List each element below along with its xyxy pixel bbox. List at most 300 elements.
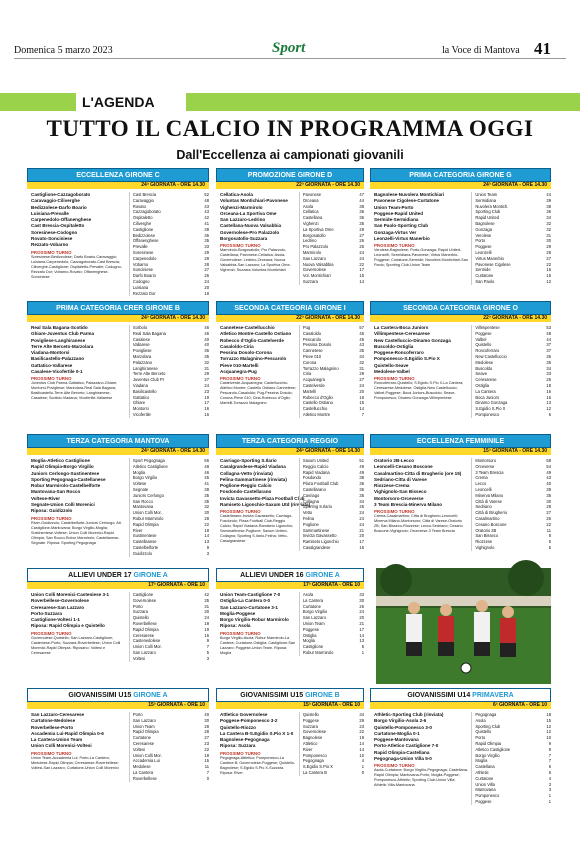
match-item: Cast Brescia-Ospitaletto: [31, 223, 85, 229]
team-points: 36: [359, 481, 364, 487]
team-points: 14: [359, 632, 364, 638]
team-name: Curtatone: [132, 735, 151, 741]
match-item: Robecco d'Oglio-Castelverde: [220, 337, 284, 343]
match-item: Juniors Cerlongo-Sustinentese: [31, 470, 100, 476]
team-name: Luisiana: [132, 284, 149, 290]
section-name: Sport: [272, 40, 306, 56]
matches-list: [374, 712, 468, 788]
box-header: [370, 301, 551, 315]
next-round-label: PROSSIMO TURNO: [31, 376, 72, 382]
team-points: 41: [204, 481, 209, 487]
match-item: Sermide-Sermidiana: [374, 217, 419, 223]
match-item: La Cantera-Boca Juniors: [374, 325, 429, 330]
next-round-label: PROSSIMO TURNO: [220, 243, 261, 249]
team-points: 27: [204, 267, 209, 273]
team-points: 40: [204, 336, 209, 342]
team-name: Guidizzolo: [132, 550, 153, 556]
team-name: Porto: [132, 603, 143, 609]
team-name: Pescarolo: [302, 336, 322, 342]
team-name: Vighignolo: [475, 544, 495, 550]
team-name: Union Team: [132, 723, 155, 729]
next-round-label: PROSSIMO TURNO: [31, 750, 72, 756]
next-round-text: Soresinese-Bedizzolese; Darfo Boario-Caravaggio; Luisiana-Carpenedolo; Cazzagoborato-Cast Brescia; Ciliverghe-Castiglione; Ospitaletto-Prevalle; Codogno-Rezzato Dor; Vobarno-Rovato; Offanenghese-Sonciniese: [31, 254, 122, 279]
team-points: 34: [546, 365, 551, 371]
team-points: 25: [359, 244, 364, 250]
team-name: Bagnolese: [475, 220, 495, 226]
match-item: Gonzaga-Virtus Ver: [374, 229, 417, 235]
team-points: 18: [204, 290, 209, 296]
team-name: Castellana: [302, 215, 323, 221]
team-points: 19: [204, 620, 209, 626]
team-points: 17: [359, 626, 364, 632]
team-points: 34: [359, 498, 364, 504]
team-name: Cesano Boscone: [475, 521, 507, 527]
standings-box: [370, 168, 551, 293]
box-header: [27, 434, 209, 448]
round-info: 15ª GIORNATA - ORE 10: [27, 702, 209, 709]
team-name: La Cantera: [132, 769, 154, 775]
next-round-label: PROSSIMO TURNO: [31, 630, 72, 636]
team-name: Governolese: [302, 267, 327, 273]
team-name: Atletico Castiglione: [132, 463, 168, 469]
box-header: [27, 168, 209, 182]
matches-list: [31, 325, 126, 401]
team-points: 40: [204, 712, 209, 717]
team-points: 24: [204, 278, 209, 284]
standings-box: [27, 568, 209, 685]
match-item: Felina-Sammartinese (rinviata): [220, 476, 287, 482]
team-name: Roverbellese: [132, 620, 157, 626]
team-name: Cavriago: [302, 492, 320, 498]
team-points: 43: [546, 475, 551, 481]
team-points: 4: [548, 775, 551, 781]
team-name: Pavonese Cigolese: [475, 261, 511, 267]
team-points: 22: [546, 521, 551, 527]
standings-table: [471, 325, 551, 418]
team-points: 26: [204, 273, 209, 279]
team-name: Dinamo Gonzaga: [475, 400, 508, 406]
team-points: 27: [204, 377, 209, 383]
match-item: Poggese-Rapid United: [374, 210, 424, 216]
standings-table: [129, 325, 209, 418]
next-round-text: Asola-Curtatone; Borgo Virgilio-Pegognaga; Castellana-Rapid Olimpia; Mantovana-Porto; Moglia-Poggese; Pomponesco-Athletic; Sporting Club-Union Villa; Athletic Villa-Mantovana: [374, 768, 469, 788]
team-points: 38: [359, 475, 364, 481]
team-points: 32: [546, 220, 551, 226]
match-item: Real Sala Bagana-Scotido: [31, 325, 88, 330]
team-name: Bedizzolese: [132, 232, 155, 238]
team-name: Asola: [302, 203, 314, 209]
team-name: Casalese: [132, 336, 150, 342]
team-name: Poggese: [475, 798, 492, 804]
team-name: Segnate: [132, 486, 149, 492]
next-round-label: PROSSIMO TURNO: [220, 630, 261, 636]
team-name: Borgosatollo: [302, 232, 326, 238]
team-name: Leonzelli: [475, 249, 492, 255]
table-row: [475, 412, 551, 418]
team-points: 27: [359, 377, 364, 383]
team-name: Porto: [475, 735, 486, 741]
team-points: 57: [359, 325, 364, 330]
box-body: [27, 589, 209, 685]
team-name: Poggese: [302, 626, 320, 632]
team-points: 42: [204, 215, 209, 221]
team-points: 56: [204, 458, 209, 463]
team-points: 11: [204, 764, 209, 770]
team-points: 42: [204, 592, 209, 597]
match-item: Viadana-Montorsi: [31, 350, 70, 356]
box-body: [27, 322, 209, 426]
team-points: 18: [546, 712, 551, 717]
team-points: 28: [546, 249, 551, 255]
table-row: [303, 412, 364, 418]
team-points: 43: [204, 209, 209, 215]
team-points: 14: [359, 406, 364, 412]
box-title: TERZA CATEGORIA REGGIO: [241, 438, 339, 445]
match-item: Fosdondo-Castellarano: [220, 489, 272, 495]
team-name: Rapid Olimpia: [132, 626, 159, 632]
team-name: Robur Marmirolo: [302, 649, 334, 655]
match-item: Rapid Olimpia-Borgo Virgilio: [31, 464, 94, 470]
match-item: Quistello-Seave: [374, 362, 409, 368]
team-name: Ghiare: [132, 400, 146, 406]
match-item: Porto-Suzzara: [31, 610, 62, 616]
box-group: GIRONE A: [305, 572, 340, 579]
team-name: Boca Juniors: [475, 394, 500, 400]
box-body: [370, 455, 551, 559]
round-info: 15ª GIORNATA - ORE 10: [216, 702, 364, 709]
team-points: 6: [548, 411, 551, 417]
box-title: ALLIEVI UNDER 16: [240, 572, 304, 579]
match-item: Porto-Atletico Castiglione 7-0: [374, 743, 439, 749]
team-points: 0: [361, 769, 364, 775]
team-name: Moglia: [132, 469, 145, 475]
standings-box: [27, 168, 209, 296]
team-points: 53: [546, 325, 551, 330]
team-points: 26: [359, 238, 364, 244]
match-item: Invicta Gavassetto-Plaza Football Club: [220, 495, 305, 501]
team-points: 28: [204, 515, 209, 521]
match-item: Bedizzolese-Darfo Boario: [31, 204, 87, 210]
team-points: 16: [546, 267, 551, 273]
header-date: Domenica 5 marzo 2023: [14, 45, 113, 56]
box-title: GIOVANISSIMI U14: [407, 692, 471, 699]
round-info: 22ª GIORNATA - ORE 14.30: [370, 315, 551, 322]
standings-box: [370, 434, 551, 559]
team-name: Cellatica: [302, 209, 319, 215]
match-item: Riposa: Suzzara: [220, 743, 256, 749]
next-round-text: Governolese-Quistello; San Lazzaro-Castiglione; Casteniese-Porto; Suzzara-Roverbellese; Union Colli Morenici-Rapid Olimpia. Riposano: Voltesi e Ceresarese: [31, 635, 121, 655]
table-row: [133, 291, 209, 297]
team-points: 36: [204, 348, 209, 354]
team-name: San Bisseco: [475, 533, 499, 539]
team-name: Roverbellese: [132, 775, 157, 781]
team-points: 25: [359, 504, 364, 510]
team-name: Pro Palazzolo: [302, 244, 329, 250]
matches-list: [31, 458, 126, 546]
next-round-label: PROSSIMO TURNO: [374, 509, 415, 515]
team-points: 4: [361, 758, 364, 764]
team-points: 30: [546, 498, 551, 504]
team-name: Accademia Lui: [132, 758, 160, 764]
team-points: 20: [359, 615, 364, 621]
team-name: Casaloldo: [302, 330, 322, 336]
match-item: San Lazzaro-Ledrino: [220, 217, 266, 223]
team-name: Pavonese: [302, 192, 322, 197]
match-item: Union Team-Castiglione 7-0: [220, 592, 281, 597]
box-body: [216, 322, 364, 426]
team-name: Porto: [475, 238, 486, 244]
team-points: 17: [204, 400, 209, 406]
team-points: 7: [361, 411, 364, 417]
team-name: Torrazzo Malagnino: [302, 365, 339, 371]
match-item: Accademia Lui-Rapid Olimpia 0-6: [31, 730, 104, 736]
match-item: Roverbellese-Governolese: [31, 598, 89, 604]
team-points: 48: [546, 330, 551, 336]
team-name: Pegognaga: [475, 712, 497, 717]
match-item: Medolese-Valbel: [374, 369, 410, 375]
team-points: 45: [204, 330, 209, 336]
box-header: [370, 168, 551, 182]
team-points: 7: [548, 752, 551, 758]
match-item: Torrazzo Malagnino-Pescarolo: [220, 356, 287, 362]
match-item: Pessina Dosolo-Corona: [220, 350, 272, 356]
team-points: 39: [204, 226, 209, 232]
team-points: 34: [359, 353, 364, 359]
match-item: Riposa: Rapid Olimpia e Quistello: [31, 623, 105, 629]
match-item: Poggese-Pomponesco 3-2: [220, 718, 278, 724]
team-points: 29: [359, 226, 364, 232]
box-group: GIRONE A: [133, 572, 168, 579]
team-points: 35: [546, 359, 551, 365]
team-name: Gonzaga: [475, 226, 492, 232]
box-body: [216, 709, 364, 805]
team-name: Juventus Club Pr: [132, 377, 165, 383]
team-name: San Paolo: [475, 278, 495, 284]
team-points: 30: [204, 510, 209, 516]
team-points: 21: [359, 620, 364, 626]
table-row: [133, 412, 209, 418]
team-name: Poggese: [475, 330, 492, 336]
team-name: Sermidiana: [475, 197, 497, 203]
team-name: San Lazzaro: [132, 717, 156, 723]
team-name: Montorsoro: [475, 458, 497, 463]
team-points: 48: [204, 463, 209, 469]
team-name: Castenedolese: [132, 638, 161, 644]
team-name: Mantovana: [475, 787, 496, 793]
team-name: Porto: [132, 712, 143, 717]
team-points: 44: [546, 192, 551, 197]
team-points: 28: [546, 504, 551, 510]
agenda-band: [0, 93, 580, 111]
match-item: Riozzese-Crema: [374, 483, 410, 489]
team-points: 34: [359, 712, 364, 717]
matches-list: [220, 192, 297, 273]
paper-name: la Voce di Mantova: [442, 45, 520, 56]
team-name: Governolese: [302, 729, 327, 735]
team-name: Ostiglia: [475, 382, 490, 388]
box-header: [216, 301, 364, 315]
team-points: 24: [359, 255, 364, 261]
box-title: GIOVANISSIMI U15: [240, 692, 304, 699]
team-name: Curtatone: [475, 775, 494, 781]
team-name: Marzolara: [132, 353, 152, 359]
team-name: Curtatone: [302, 603, 321, 609]
team-name: Acquanegra: [302, 377, 325, 383]
team-points: 24: [359, 521, 364, 527]
team-name: Povigliese: [132, 348, 152, 354]
team-name: Pessina Dosolo: [302, 342, 332, 348]
team-name: Quistello: [302, 712, 319, 717]
matches-list: [374, 192, 468, 268]
team-name: Città di Varese: [475, 498, 502, 504]
team-points: 29: [359, 371, 364, 377]
team-name: Viadana: [132, 382, 148, 388]
table-row: [133, 551, 209, 557]
team-name: Vol. Montichiari: [302, 273, 331, 279]
match-item: Quistello-Pomponesco 3-0: [374, 724, 432, 730]
team-points: 5: [548, 544, 551, 550]
box-title: PRIMA CATEGORIA GIRONE G: [409, 172, 512, 179]
team-name: Castello Ostiano: [302, 400, 333, 406]
team-name: Ceresarese: [475, 377, 497, 383]
team-points: 35: [546, 492, 551, 498]
match-item: Borgo Virgilio-Asola 2-6: [374, 718, 427, 724]
team-points: 28: [204, 723, 209, 729]
team-name: Nuvolera Montich.: [475, 203, 509, 209]
team-points: 24: [359, 510, 364, 516]
match-item: Curtatone-Moglia 0-1: [374, 730, 420, 736]
team-name: New Castelluccio: [475, 353, 507, 359]
team-points: 13: [546, 400, 551, 406]
match-item: Union Team-Porto: [374, 204, 414, 210]
round-info: 24ª GIORNATA - ORE 14.30: [370, 182, 551, 189]
team-name: Union Colli Mor.: [132, 644, 162, 650]
matches-list: [220, 458, 311, 544]
team-name: Pegognaga: [302, 758, 324, 764]
box-group: GIRONE A: [133, 692, 168, 699]
match-item: Pomponesco-S.Egidio S.Pio X: [374, 356, 440, 362]
team-name: Rapid Olimpia: [132, 521, 159, 527]
match-item: Pavonese Cigolese-Curtatone: [374, 198, 440, 204]
team-points: 18: [546, 382, 551, 388]
team-name: Virtus Manerbio: [475, 255, 504, 261]
team-name: Union Team: [475, 192, 498, 197]
team-name: Langhiranese: [132, 365, 158, 371]
team-name: Medolese: [475, 359, 494, 365]
team-name: Montorsi: [132, 406, 149, 412]
team-name: Borgo Virgilio: [132, 475, 158, 481]
match-item: Rezzato-Vobarno: [31, 242, 69, 248]
match-item: Mantovana-San Rocco: [31, 489, 81, 495]
team-points: 32: [204, 504, 209, 510]
standings-box: [370, 688, 551, 805]
team-points: 16: [359, 394, 364, 400]
team-name: Villimpentese: [475, 325, 500, 330]
team-points: 27: [359, 232, 364, 238]
team-name: Plaza Football Club: [302, 481, 339, 487]
team-name: Felina: [302, 515, 315, 521]
team-points: 58: [546, 458, 551, 463]
team-points: 16: [204, 406, 209, 412]
team-name: Pomponesco: [475, 793, 500, 799]
team-points: 27: [546, 510, 551, 516]
match-item: La Cantera-Union Team: [31, 737, 83, 743]
team-points: 22: [546, 261, 551, 267]
team-name: Robecco d'Oglio: [302, 394, 333, 400]
team-name: Codogno: [132, 278, 150, 284]
team-points: 28: [204, 255, 209, 261]
team-name: Rapid United: [475, 215, 500, 221]
team-points: 49: [359, 469, 364, 475]
match-item: Union Colli Morenici-Voltesi: [31, 743, 92, 749]
team-points: 24: [359, 515, 364, 521]
team-name: Ramiseto Ligonchio: [302, 539, 339, 545]
match-item: Poggese-Roncoferraro: [374, 350, 424, 356]
next-round-label: PROSSIMO TURNO: [220, 750, 261, 756]
team-name: Invicta Gavassetto: [302, 533, 337, 539]
team-points: 29: [204, 249, 209, 255]
team-points: 11: [546, 527, 551, 533]
standings-box: [216, 168, 364, 293]
team-name: Moglia: [302, 638, 315, 644]
team-name: Vicofertile: [132, 411, 151, 417]
team-name: Atletico Castiglione: [475, 746, 511, 752]
team-name: Palazzano: [132, 359, 153, 365]
team-name: Vetto: [302, 510, 313, 516]
team-name: Union Colli Mor.: [132, 510, 162, 516]
standings-box: [27, 301, 209, 426]
team-points: 36: [359, 215, 364, 221]
team-name: Quistello: [475, 729, 492, 735]
team-name: Pug: [302, 325, 311, 330]
team-name: Saxum United: [302, 458, 329, 463]
match-item: Curtatone-Medolese: [31, 718, 76, 724]
table-row: [475, 545, 551, 551]
team-points: 47: [359, 192, 364, 197]
team-points: 13: [359, 638, 364, 644]
team-points: 14: [359, 278, 364, 284]
standings-table: [129, 712, 209, 782]
team-points: 30: [204, 717, 209, 723]
team-points: 3: [548, 781, 551, 787]
team-name: Borgo Virgilio: [475, 752, 500, 758]
team-points: 5: [548, 539, 551, 545]
team-points: 12: [546, 278, 551, 284]
team-points: 49: [546, 469, 551, 475]
standings-box: [370, 301, 551, 426]
team-points: 19: [204, 394, 209, 400]
team-name: Caravaggio: [132, 197, 154, 203]
team-name: Ciliverghe: [132, 220, 152, 226]
match-item: Castiglione-Cazzagoborato: [31, 192, 91, 197]
team-name: Basilicastello: [132, 388, 157, 394]
team-name: 3 Team Brescia: [475, 469, 504, 475]
team-points: 8: [548, 533, 551, 539]
team-points: 24: [204, 615, 209, 621]
team-name: Robur Marmirolo: [132, 515, 164, 521]
match-item: Leoncelli-Cesano Boscone: [374, 464, 433, 470]
team-name: River: [302, 746, 313, 752]
box-title: PRIMA CATEGORIA CRER GIRONE B: [56, 305, 180, 312]
team-points: 23: [204, 740, 209, 746]
team-points: 35: [204, 238, 209, 244]
team-name: Rapid Viadana: [302, 469, 330, 475]
team-name: Vighenzi: [302, 220, 319, 226]
team-name: Buscoldo: [475, 365, 493, 371]
match-item: Oratorio 2B-Lecco: [374, 458, 415, 463]
team-points: 36: [546, 209, 551, 215]
team-name: Sedriano: [475, 504, 492, 510]
